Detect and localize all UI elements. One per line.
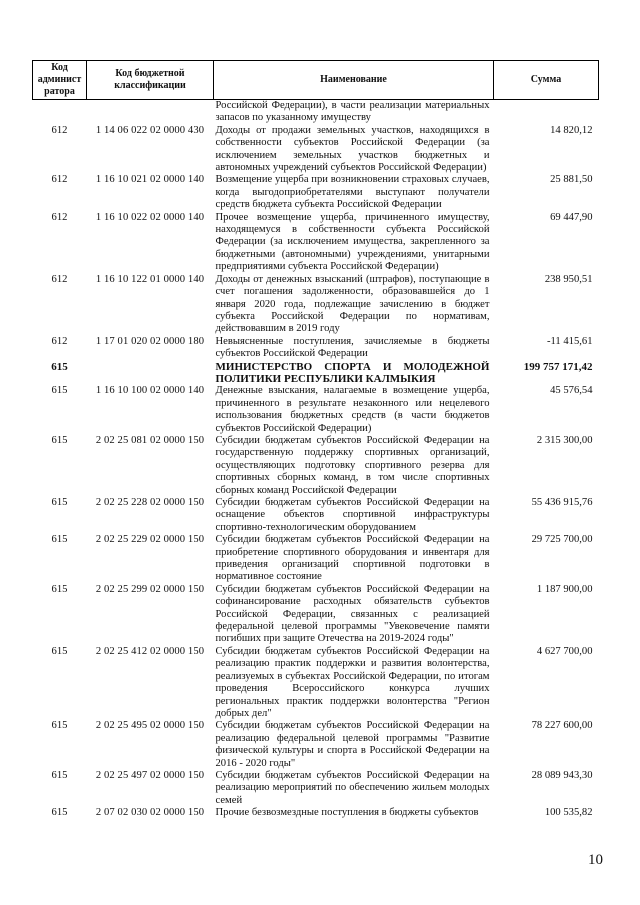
admin-code-cell: 615 bbox=[51, 769, 68, 781]
table-row bbox=[33, 174, 599, 211]
sum-cell: 25 881,50 bbox=[550, 174, 593, 186]
admin-code-cell: 615 bbox=[51, 534, 68, 546]
budget-code-cell: 1 16 10 100 02 0000 140 bbox=[95, 385, 205, 397]
name-cell: Доходы от продажи земельных участков, находящихся в собственности субъектов Российской Федерации (за исключением земельных участков бюджетных и автономных учреждений субъектов Российской Федерации) bbox=[215, 124, 490, 174]
table-row bbox=[33, 534, 599, 584]
name-cell: Субсидии бюджетам субъектов Российской Федерации на оснащение объектов спортивной инфраструктуры спортивно-технологическим оборудованием bbox=[215, 497, 490, 533]
table-body bbox=[33, 100, 599, 820]
sum-cell: 45 576,54 bbox=[550, 385, 593, 397]
table-row bbox=[33, 584, 599, 646]
sum-cell: 28 089 943,30 bbox=[531, 769, 593, 781]
admin-code-cell: 612 bbox=[51, 335, 68, 347]
table-row bbox=[33, 807, 599, 819]
sum-cell: -11 415,61 bbox=[546, 335, 593, 347]
budget-code-cell: 1 16 10 022 02 0000 140 bbox=[95, 211, 205, 223]
admin-code-cell: 615 bbox=[51, 720, 68, 732]
name-cell: Российской Федерации), в части реализации материальных запасов по указанному имуществу bbox=[215, 100, 490, 124]
name-cell: Субсидии бюджетам субъектов Российской Федерации на приобретение спортивного оборудования и инвентаря для приведения организаций спортивной подготовки в нормативное состояние bbox=[215, 534, 490, 583]
admin-code-cell: 612 bbox=[51, 174, 68, 186]
page-number: 10 bbox=[588, 852, 603, 868]
admin-code-cell: 615 bbox=[51, 645, 68, 657]
sum-cell: 69 447,90 bbox=[550, 211, 593, 223]
table-row bbox=[33, 125, 599, 175]
table-row bbox=[33, 646, 599, 720]
admin-code-cell: 612 bbox=[51, 273, 68, 285]
name-cell: Невыясненные поступления, зачисляемые в бюджеты субъектов Российской Федерации bbox=[215, 335, 490, 360]
sum-cell: 55 436 915,76 bbox=[531, 497, 593, 508]
header-sum: Сумма bbox=[494, 61, 599, 100]
revenue-table-page bbox=[32, 60, 598, 820]
table-header-row bbox=[33, 61, 599, 100]
name-cell: Прочие безвозмездные поступления в бюджеты субъектов bbox=[215, 807, 479, 819]
admin-code-cell: 615 bbox=[51, 807, 68, 819]
admin-code-cell: 615 bbox=[51, 360, 68, 373]
sum-cell: 100 535,82 bbox=[544, 807, 593, 819]
table-row bbox=[33, 435, 599, 497]
budget-code-cell: 1 16 10 021 02 0000 140 bbox=[95, 174, 205, 186]
admin-code-cell: 615 bbox=[51, 434, 68, 446]
budget-code-cell: 2 02 25 495 02 0000 150 bbox=[95, 720, 205, 732]
budget-code-cell: 2 02 25 299 02 0000 150 bbox=[95, 583, 205, 595]
name-cell: Денежные взыскания, налагаемые в возмещение ущерба, причиненного в результате незаконного или нецелевого использования бюджетных средств (в части бюджетов субъектов Российской Федерации) bbox=[215, 385, 490, 434]
name-cell: Субсидии бюджетам субъектов Российской Федерации на реализацию мероприятий по обеспечению жильем молодых семей bbox=[215, 769, 490, 806]
budget-code-cell bbox=[87, 361, 214, 386]
budget-code-cell: 2 02 25 228 02 0000 150 bbox=[95, 497, 205, 508]
table-row bbox=[33, 274, 599, 336]
name-cell: Прочее возмещение ущерба, причиненного имуществу, находящемуся в собственности субъекта Российской Федерации (за исключением имущества, закрепленного за бюджетными (автономными) учреждениями, унитарными предприятиями субъекта Российской Федерации) bbox=[215, 211, 490, 273]
table-row bbox=[33, 720, 599, 770]
name-cell: Возмещение ущерба при возникновении страховых случаев, когда выгодоприобретателями выступают получатели средств бюджета субъекта Российской Федерации bbox=[215, 174, 490, 211]
budget-code-cell: 1 14 06 022 02 0000 430 bbox=[95, 124, 205, 136]
sum-cell: 1 187 900,00 bbox=[536, 583, 593, 595]
table-row bbox=[33, 497, 599, 534]
table-row bbox=[33, 100, 599, 125]
header-budget-code: Код бюджетной классификации bbox=[87, 61, 214, 100]
budget-code-cell: 1 17 01 020 02 0000 180 bbox=[95, 335, 205, 347]
header-name: Наименование bbox=[214, 61, 494, 100]
sum-cell bbox=[494, 100, 599, 125]
table-row bbox=[33, 212, 599, 274]
name-cell: Субсидии бюджетам субъектов Российской Федерации на реализацию практик поддержки и развития волонтерства, реализуемых в субъектах Российской Федерации, по итогам проведения Всероссийского конкурса лучших региональных практик поддержки волонтерства "Регион добрых дел" bbox=[215, 645, 490, 719]
admin-code-cell bbox=[33, 100, 87, 125]
sum-cell: 14 820,12 bbox=[550, 124, 593, 136]
admin-code-cell: 615 bbox=[51, 497, 68, 508]
header-admin-code: Код админист ратора bbox=[33, 61, 87, 100]
sum-cell: 78 227 600,00 bbox=[531, 720, 593, 732]
name-cell: МИНИСТЕРСТВО СПОРТА И МОЛОДЕЖНОЙ ПОЛИТИКИ РЕСПУБЛИКИ КАЛМЫКИЯ bbox=[215, 360, 490, 385]
budget-code-cell: 2 02 25 497 02 0000 150 bbox=[95, 769, 205, 781]
name-cell: Субсидии бюджетам субъектов Российской Федерации на софинансирование расходных обязательств субъектов Российской Федерации, связанных с реализацией федеральной целевой программы "Увековечение памяти погибших при защите Отечества на 2019-2024 годы" bbox=[215, 583, 490, 645]
table-row bbox=[33, 770, 599, 807]
budget-code-cell bbox=[87, 100, 214, 125]
sum-cell: 29 725 700,00 bbox=[531, 534, 593, 546]
sum-cell: 199 757 171,42 bbox=[523, 360, 593, 373]
sum-cell: 238 950,51 bbox=[544, 273, 593, 285]
name-cell: Субсидии бюджетам субъектов Российской Федерации на государственную поддержку спортивных организаций, осуществляющих подготовку спортивного резерва для спортивных сборных команд, в том числе спортивных сборных команд Российской Федерации bbox=[215, 434, 490, 496]
table-row bbox=[33, 361, 599, 386]
admin-code-cell: 612 bbox=[51, 124, 68, 136]
revenue-table bbox=[32, 60, 599, 820]
admin-code-cell: 612 bbox=[51, 211, 68, 223]
budget-code-cell: 2 02 25 229 02 0000 150 bbox=[95, 534, 205, 546]
name-cell: Субсидии бюджетам субъектов Российской Федерации на реализацию федеральной целевой программы "Развитие физической культуры и спорта в Российской Федерации на 2016 - 2020 годы" bbox=[215, 720, 490, 769]
budget-code-cell: 2 02 25 081 02 0000 150 bbox=[95, 434, 205, 446]
table-row bbox=[33, 385, 599, 435]
admin-code-cell: 615 bbox=[51, 385, 68, 397]
table-row bbox=[33, 336, 599, 361]
budget-code-cell: 2 07 02 030 02 0000 150 bbox=[95, 807, 205, 819]
name-cell: Доходы от денежных взысканий (штрафов), поступающие в счет погашения задолженности, образовавшейся до 1 января 2020 года, подлежащие зачислению в бюджет субъекта Российской Федерации по нормативам, действовавшим в 2019 году bbox=[215, 273, 490, 335]
admin-code-cell: 615 bbox=[51, 583, 68, 595]
budget-code-cell: 2 02 25 412 02 0000 150 bbox=[95, 645, 205, 657]
budget-code-cell: 1 16 10 122 01 0000 140 bbox=[95, 273, 205, 285]
sum-cell: 2 315 300,00 bbox=[536, 434, 593, 446]
sum-cell: 4 627 700,00 bbox=[536, 645, 593, 657]
